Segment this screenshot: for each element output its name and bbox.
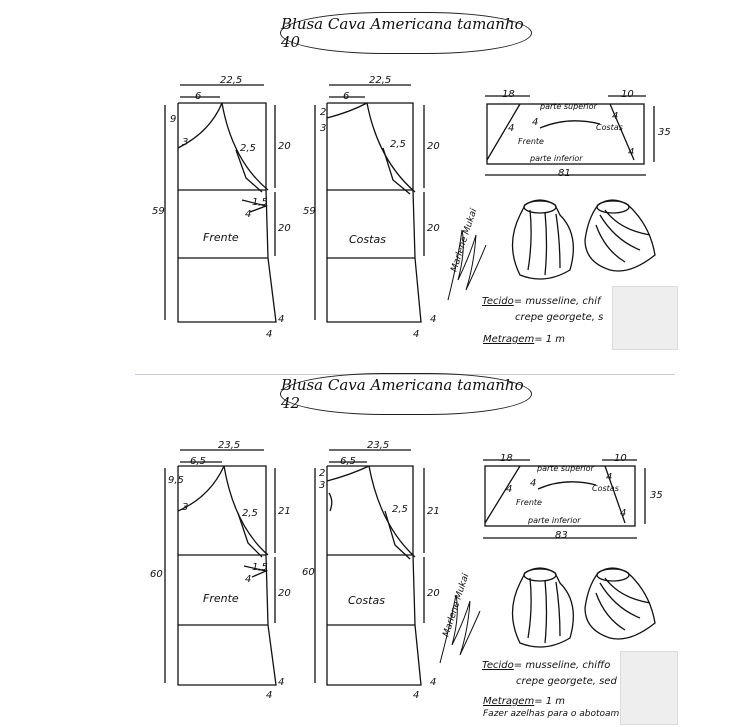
front-dart-mark: 4 (245, 574, 252, 585)
signature: Marlene Mukai (441, 572, 472, 639)
back-outline (327, 466, 421, 685)
collar-top-right: 10 (621, 89, 634, 100)
collar-width: 81 (558, 168, 571, 179)
collar-height: 35 (650, 490, 663, 501)
back-full-height: 59 (303, 206, 316, 217)
collar-guide (540, 121, 600, 128)
collar-top-label: parte superior (537, 464, 594, 473)
front-full-height: 59 (152, 206, 165, 217)
fabric-line-2: crepe georgete, s (515, 312, 604, 323)
front-hem-side: 4 (278, 314, 285, 325)
collar-top-right: 10 (614, 453, 627, 464)
back-upper-height: 21 (427, 506, 440, 517)
note-line: Fazer azelhas para o abotoam (483, 709, 620, 719)
front-lower-height: 20 (278, 223, 291, 234)
back-outline (327, 103, 421, 322)
collar-top-label: parte superior (540, 102, 597, 111)
back-piece-name: Costas (348, 594, 385, 607)
yardage-label: Metragem (483, 696, 535, 707)
back-slit-depth: 2,5 (392, 504, 408, 515)
front-hem: 4 (266, 329, 273, 340)
garment-front-sketch (513, 568, 574, 647)
fabric-line-1 (482, 661, 610, 671)
collar-front-label: Frente (518, 137, 544, 146)
fabric-label: Tecido (482, 660, 514, 671)
back-lower-height: 20 (427, 223, 440, 234)
fabric-label: Tecido (482, 296, 514, 307)
back-neck-mark: 2 (320, 107, 327, 118)
front-neck-drop: 9,5 (168, 475, 184, 486)
back-lower-height: 20 (427, 588, 440, 599)
front-neck-width: 6,5 (190, 456, 206, 467)
collar-mark-a: 4 (508, 123, 515, 134)
front-neck-width: 6 (195, 91, 202, 102)
back-neckline (327, 103, 367, 118)
front-neck-mark: 3 (182, 137, 189, 148)
overlay-patch (620, 651, 678, 725)
back-slit (385, 511, 410, 559)
front-slit-depth: 2,5 (240, 143, 256, 154)
yardage-value: = 1 m (534, 696, 566, 707)
back-slit (383, 148, 410, 194)
front-upper-height: 20 (278, 141, 291, 152)
back-piece-name: Costas (349, 233, 386, 246)
pattern-sheet-size-42 (0, 363, 736, 726)
fabric-value-1: = musseline, chiffo (513, 660, 611, 671)
front-full-height: 60 (150, 569, 163, 580)
fabric-value-1: = musseline, chif (513, 296, 601, 307)
garment-back-sketch (585, 200, 655, 271)
pattern-sheet-size-40 (0, 0, 736, 363)
back-neck-width: 6 (343, 91, 350, 102)
collar-bottom-label: parte inferior (528, 516, 581, 525)
collar-height: 35 (658, 127, 671, 138)
front-dart-width: 1,5 (252, 562, 268, 573)
back-hem: 4 (413, 690, 420, 701)
collar-mark-b: 4 (532, 117, 539, 128)
front-neck-drop: 9 (170, 114, 177, 125)
collar-mark-d: 4 (620, 508, 627, 519)
collar-width: 83 (555, 530, 568, 541)
front-dart-width: 1,5 (252, 197, 268, 208)
back-hem: 4 (413, 329, 420, 340)
yardage-line (483, 335, 565, 345)
sheet-title: Blusa Cava Americana tamanho 42 (280, 373, 532, 415)
back-width-top: 23,5 (367, 440, 390, 451)
back-neck-width: 6,5 (340, 456, 356, 467)
yardage-line (483, 697, 565, 707)
back-hem-side: 4 (430, 314, 437, 325)
back-neckline (327, 466, 369, 481)
front-piece-name: Frente (203, 592, 239, 605)
back-upper-height: 20 (427, 141, 440, 152)
front-neck-mark: 3 (182, 502, 189, 513)
back-neck-drop: 3 (319, 480, 326, 491)
back-hem-side: 4 (430, 677, 437, 688)
collar-top-left: 18 (502, 89, 515, 100)
collar-top-left: 18 (500, 453, 513, 464)
collar-front-label: Frente (516, 498, 542, 507)
garment-front-sketch (513, 200, 574, 279)
fabric-line-1 (482, 297, 601, 307)
yardage-value: = 1 m (534, 334, 566, 345)
fabric-line-2: crepe georgete, sed (516, 676, 617, 687)
yardage-label: Metragem (483, 334, 535, 345)
overlay-patch (612, 286, 678, 350)
sheet-title: Blusa Cava Americana tamanho 40 (280, 12, 532, 54)
collar-back-label: Costas (592, 484, 619, 493)
collar-mark-a: 4 (506, 484, 513, 495)
front-outline (178, 103, 276, 322)
back-width-top: 22,5 (369, 75, 392, 86)
back-slit-depth: 2,5 (390, 139, 406, 150)
collar-mark-c: 4 (612, 111, 619, 122)
front-width-top: 22,5 (220, 75, 243, 86)
collar-mark-c: 4 (606, 472, 613, 483)
back-neck-drop: 3 (320, 123, 327, 134)
collar-bottom-label: parte inferior (530, 154, 583, 163)
front-hem-side: 4 (278, 677, 285, 688)
back-button-loop (329, 493, 332, 511)
front-lower-height: 20 (278, 588, 291, 599)
front-slit-depth: 2,5 (242, 508, 258, 519)
collar-back-label: Costas (596, 123, 623, 132)
collar-mark-b: 4 (530, 478, 537, 489)
front-hem: 4 (266, 690, 273, 701)
garment-back-sketch (585, 568, 655, 639)
front-width-top: 23,5 (218, 440, 241, 451)
back-neck-mark: 2 (319, 468, 326, 479)
signature: Marlene Mukai (449, 207, 480, 274)
front-dart-mark: 4 (245, 209, 252, 220)
back-full-height: 60 (302, 567, 315, 578)
front-upper-height: 21 (278, 506, 291, 517)
front-outline (178, 466, 276, 685)
front-piece-name: Frente (203, 231, 239, 244)
collar-mark-d: 4 (628, 147, 635, 158)
